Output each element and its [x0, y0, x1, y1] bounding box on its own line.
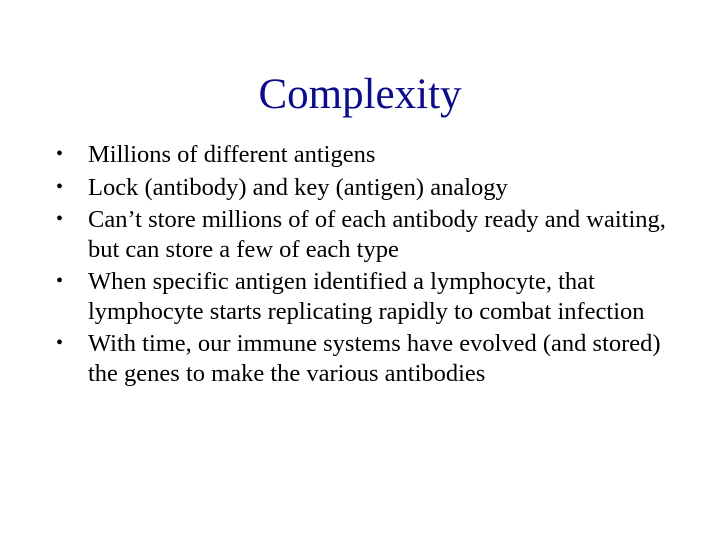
bullet-icon: •	[56, 208, 64, 230]
bullet-text: With time, our immune systems have evolved (and stored) the genes to make the various antibodies	[88, 330, 661, 387]
bullet-list	[52, 140, 682, 391]
bullet-item	[52, 267, 682, 326]
bullet-text: When specific antigen identified a lymphocyte, that lymphocyte starts replicating rapidly to combat infection	[88, 268, 645, 325]
bullet-item	[52, 205, 682, 264]
bullet-item	[52, 173, 682, 203]
bullet-icon: •	[56, 175, 64, 198]
bullet-item	[52, 329, 682, 388]
bullet-text: Lock (antibody) and key (antigen) analogy	[88, 173, 508, 201]
bullet-text: Millions of different antigens	[88, 141, 376, 168]
bullet-icon: •	[56, 143, 64, 165]
slide-title: Complexity	[258, 71, 462, 118]
bullet-text: Can’t store millions of of each antibody ready and waiting, but can store a few of each type	[88, 206, 666, 263]
bullet-item	[52, 140, 682, 170]
bullet-icon: •	[56, 332, 64, 354]
bullet-icon: •	[56, 270, 64, 292]
